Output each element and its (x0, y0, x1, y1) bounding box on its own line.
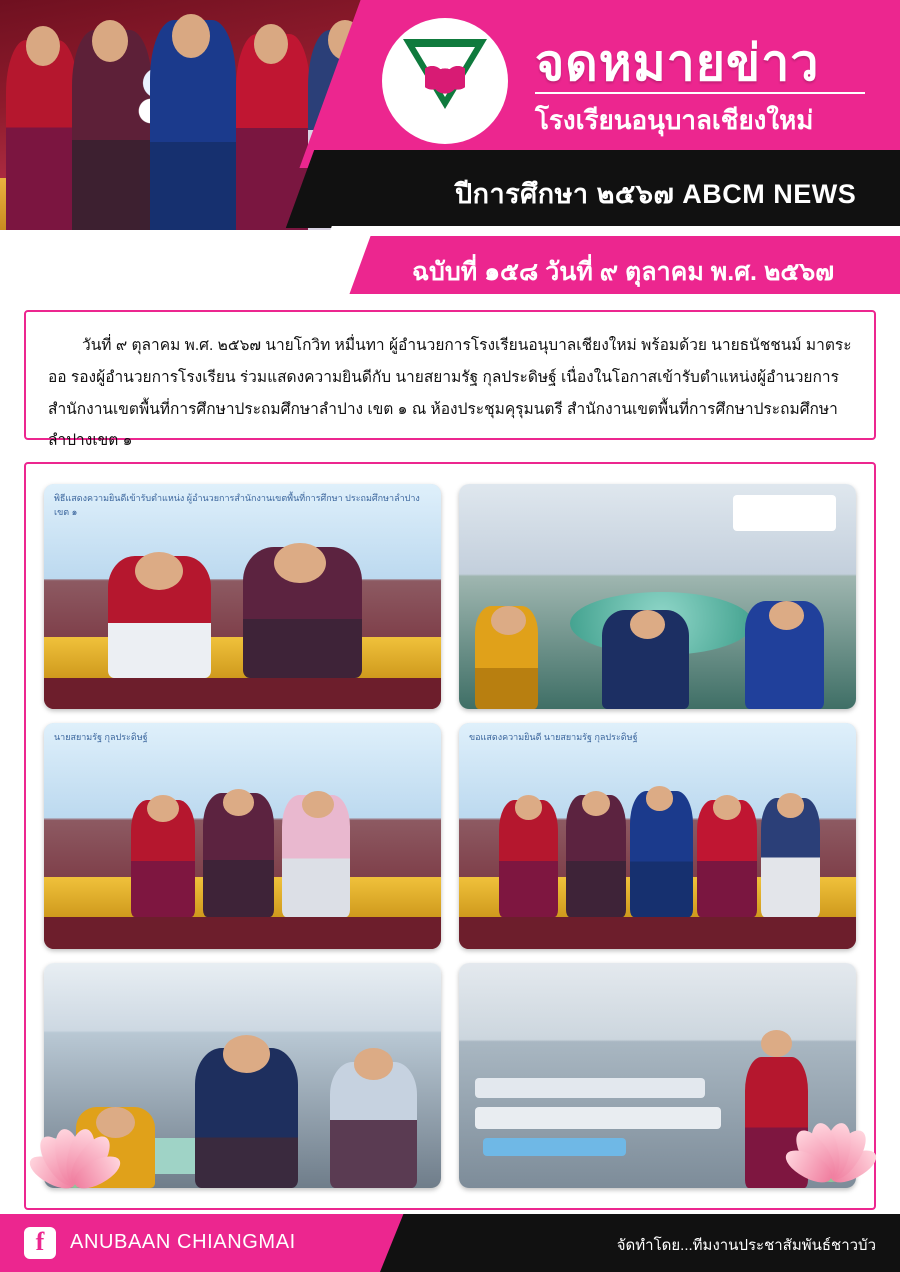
gallery-photo[interactable] (459, 723, 856, 948)
photo-banner-text: นายสยามรัฐ กุลประดิษฐ์ (54, 732, 148, 743)
facebook-page-name[interactable]: ANUBAAN CHIANGMAI (70, 1231, 296, 1253)
title-divider (535, 92, 865, 94)
photo-chair-row (475, 1078, 705, 1098)
lotus-flower-icon (20, 1092, 130, 1188)
photo-person-head (491, 606, 527, 635)
photo-stage-table (483, 1138, 626, 1156)
photo-person-head (354, 1048, 394, 1080)
footer-credit: จัดทำโดย...ทีมงานประชาสัมพันธ์ชาวบัว (616, 1237, 876, 1254)
photo-screen (733, 495, 836, 531)
photo-person-head (223, 789, 255, 816)
gallery-photo[interactable] (44, 723, 441, 948)
header-photo-person-head (254, 24, 288, 64)
school-name: โรงเรียนอนุบาลเชียงใหม่ (535, 105, 814, 135)
photo-person-head (274, 543, 326, 584)
header-photo-person-head (92, 20, 128, 62)
photo-chair-row (475, 1107, 721, 1130)
article-box (24, 310, 876, 450)
school-logo (382, 18, 508, 144)
header-photo-person-head (26, 26, 60, 66)
header-photo-person-head (172, 14, 210, 58)
gallery-photo[interactable] (44, 484, 441, 709)
photo-gallery (24, 462, 876, 1210)
photo-person-head (135, 552, 183, 590)
lotus-flower-icon (776, 1086, 886, 1182)
academic-year-line: ปีการศึกษา ๒๕๖๗ ABCM NEWS (455, 179, 857, 209)
photo-person-head (223, 1035, 271, 1073)
photo-person (330, 1062, 417, 1188)
header-photo-person (6, 40, 78, 230)
issue-date-line: ฉบับที่ ๑๕๘ วันที่ ๙ ตุลาคม พ.ศ. ๒๕๖๗ (412, 258, 835, 286)
newsletter-title: จดหมายข่าว (535, 35, 820, 91)
photo-person-head (777, 793, 805, 818)
photo-person-head (582, 791, 610, 816)
photo-banner-text: ขอแสดงความยินดี นายสยามรัฐ กุลประดิษฐ์ (469, 732, 638, 743)
gallery-photo[interactable] (459, 484, 856, 709)
page-footer (0, 1214, 900, 1272)
article-body: วันที่ ๙ ตุลาคม พ.ศ. ๒๕๖๗ นายโกวิท หมื่นทา ผู้อำนวยการโรงเรียนอนุบาลเชียงใหม่ พร้อมด้วย นายธนัชชนม์ มาตระออ รองผู้อำนวยการโรงเรียน ร่วมแสดงความยินดีกับ นายสยามรัฐ กุลประดิษฐ์ เนื่องในโอกาสเข้ารับตำแหน่งผู้อำนวยการสำนักงานเขตพื้นที่การศึกษาประถมศึกษาลำปาง เขต ๑ ณ ห้องประชุมคุรุมนตรี สำนักงานเขตพื้นที่การศึกษาประถมศึกษาลำปางเขต ๑ (48, 337, 852, 450)
lotus-triangle-icon (399, 35, 491, 127)
facebook-icon[interactable]: f (24, 1227, 56, 1259)
photo-person-head (713, 795, 741, 820)
header-white-gap (328, 226, 900, 236)
photo-person-head (302, 791, 334, 818)
photo-banner-text: พิธีแสดงความยินดีเข้ารับตำแหน่ง ผู้อำนวยการสำนักงานเขตพื้นที่การศึกษา ประถมศึกษาลำปาง เขต ๑ (54, 493, 420, 517)
page-header (0, 0, 900, 300)
